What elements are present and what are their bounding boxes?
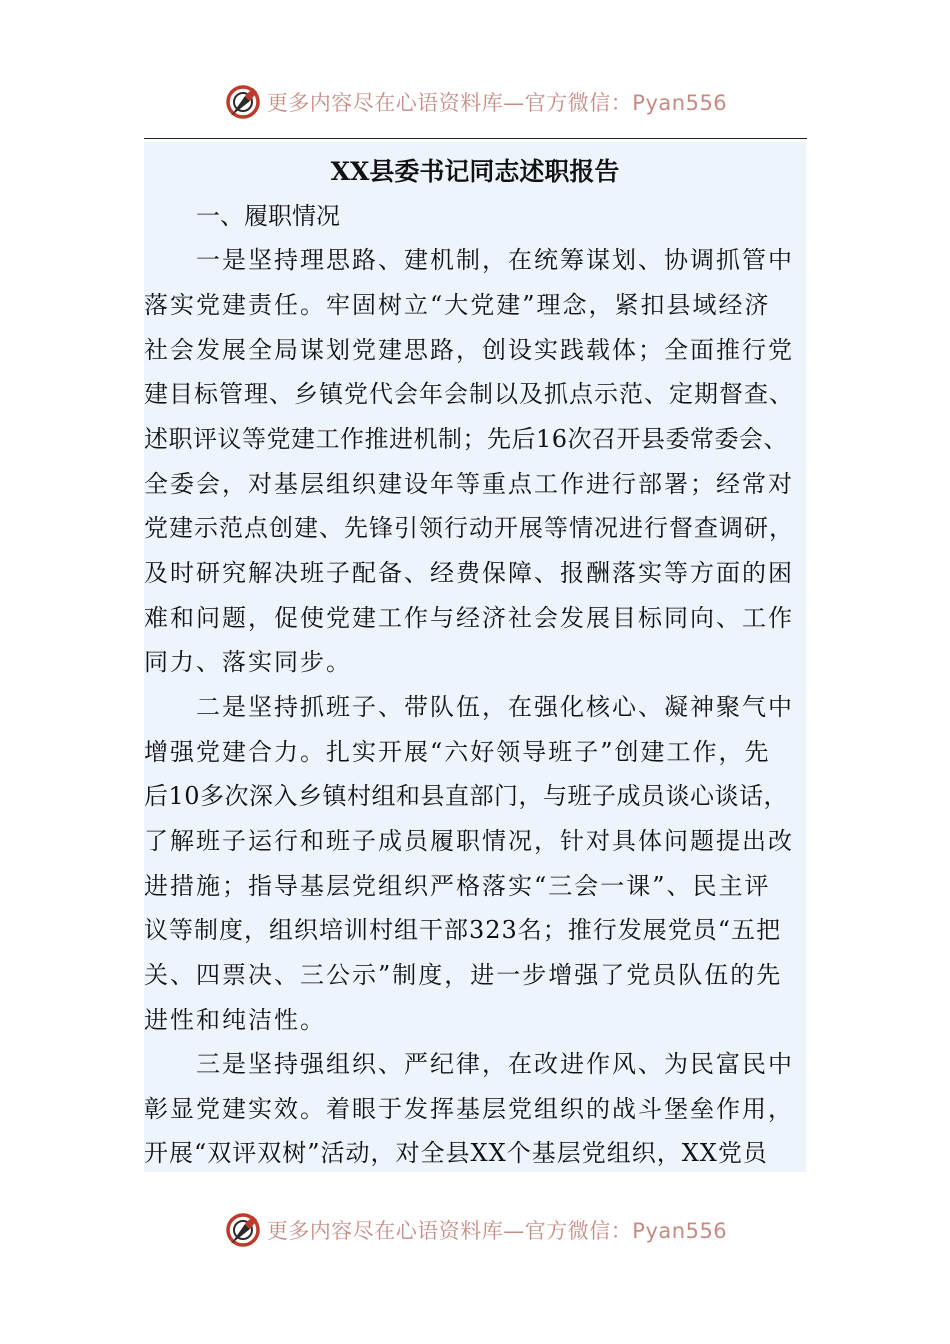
paragraph-line: 全委会，对基层组织建设年等重点工作进行部署；经常对 — [144, 470, 794, 498]
paragraph-line: 议等制度，组织培训村组干部323名；推行发展党员“五把 — [144, 916, 782, 944]
header-rule — [144, 138, 807, 139]
banner-text: 更多内容尽在心语资料库—官方微信：Pyan556 — [266, 1219, 728, 1243]
pen-nib-logo-icon — [223, 1210, 263, 1250]
paragraph-line: 难和问题，促使党建工作与经济社会发展目标同向、工作 — [144, 604, 794, 632]
paragraph-line: 社会发展全局谋划党建思路，创设实践载体；全面推行党 — [144, 336, 794, 364]
paragraph-line: 彰显党建实效。着眼于发挥基层党组织的战斗堡垒作用， — [144, 1095, 794, 1123]
paragraph-line: 开展“双评双树”活动，对全县XX个基层党组织，XX党员 — [144, 1139, 768, 1167]
paragraph-line: 三是坚持强组织、严纪律，在改进作风、为民富民中 — [196, 1050, 794, 1078]
header-banner — [0, 80, 950, 124]
footer-banner — [0, 1208, 950, 1252]
paragraph-line: 同力、落实同步。 — [144, 648, 352, 676]
pen-nib-logo-icon — [223, 82, 263, 122]
paragraph-line: 进措施；指导基层党组织严格落实“三会一课”、民主评 — [144, 872, 771, 900]
paragraph-line: 及时研究解决班子配备、经费保障、报酬落实等方面的困 — [144, 559, 794, 587]
paragraph-line: 进性和纯洁性。 — [144, 1006, 326, 1034]
paragraph-line: 关、四票决、三公示”制度，进一步增强了党员队伍的先 — [144, 961, 783, 989]
paragraph-line: 落实党建责任。牢固树立“大党建”理念，紧扣县域经济 — [144, 291, 771, 319]
paragraph-line: 一是坚持理思路、建机制，在统筹谋划、协调抓管中 — [196, 246, 794, 274]
section-heading: 一、履职情况 — [196, 202, 340, 230]
paragraph-line: 党建示范点创建、先锋引领行动开展等情况进行督查调研， — [144, 514, 794, 542]
paragraph-line: 增强党建合力。扎实开展“六好领导班子”创建工作，先 — [144, 738, 771, 766]
paragraph-line: 二是坚持抓班子、带队伍，在强化核心、凝神聚气中 — [196, 693, 794, 721]
paragraph-line: 述职评议等党建工作推进机制；先后16次召开县委常委会、 — [144, 425, 789, 453]
paragraph-line: 了解班子运行和班子成员履职情况，针对具体问题提出改 — [144, 827, 794, 855]
banner-text: 更多内容尽在心语资料库—官方微信：Pyan556 — [266, 91, 728, 115]
document-body — [144, 142, 806, 1172]
paragraph-line: 后10多次深入乡镇村组和县直部门，与班子成员谈心谈话， — [144, 782, 789, 810]
paragraph-line: 建目标管理、乡镇党代会年会制以及抓点示范、定期督查、 — [144, 380, 794, 408]
document-title: XX县委书记同志述职报告 — [330, 157, 620, 186]
